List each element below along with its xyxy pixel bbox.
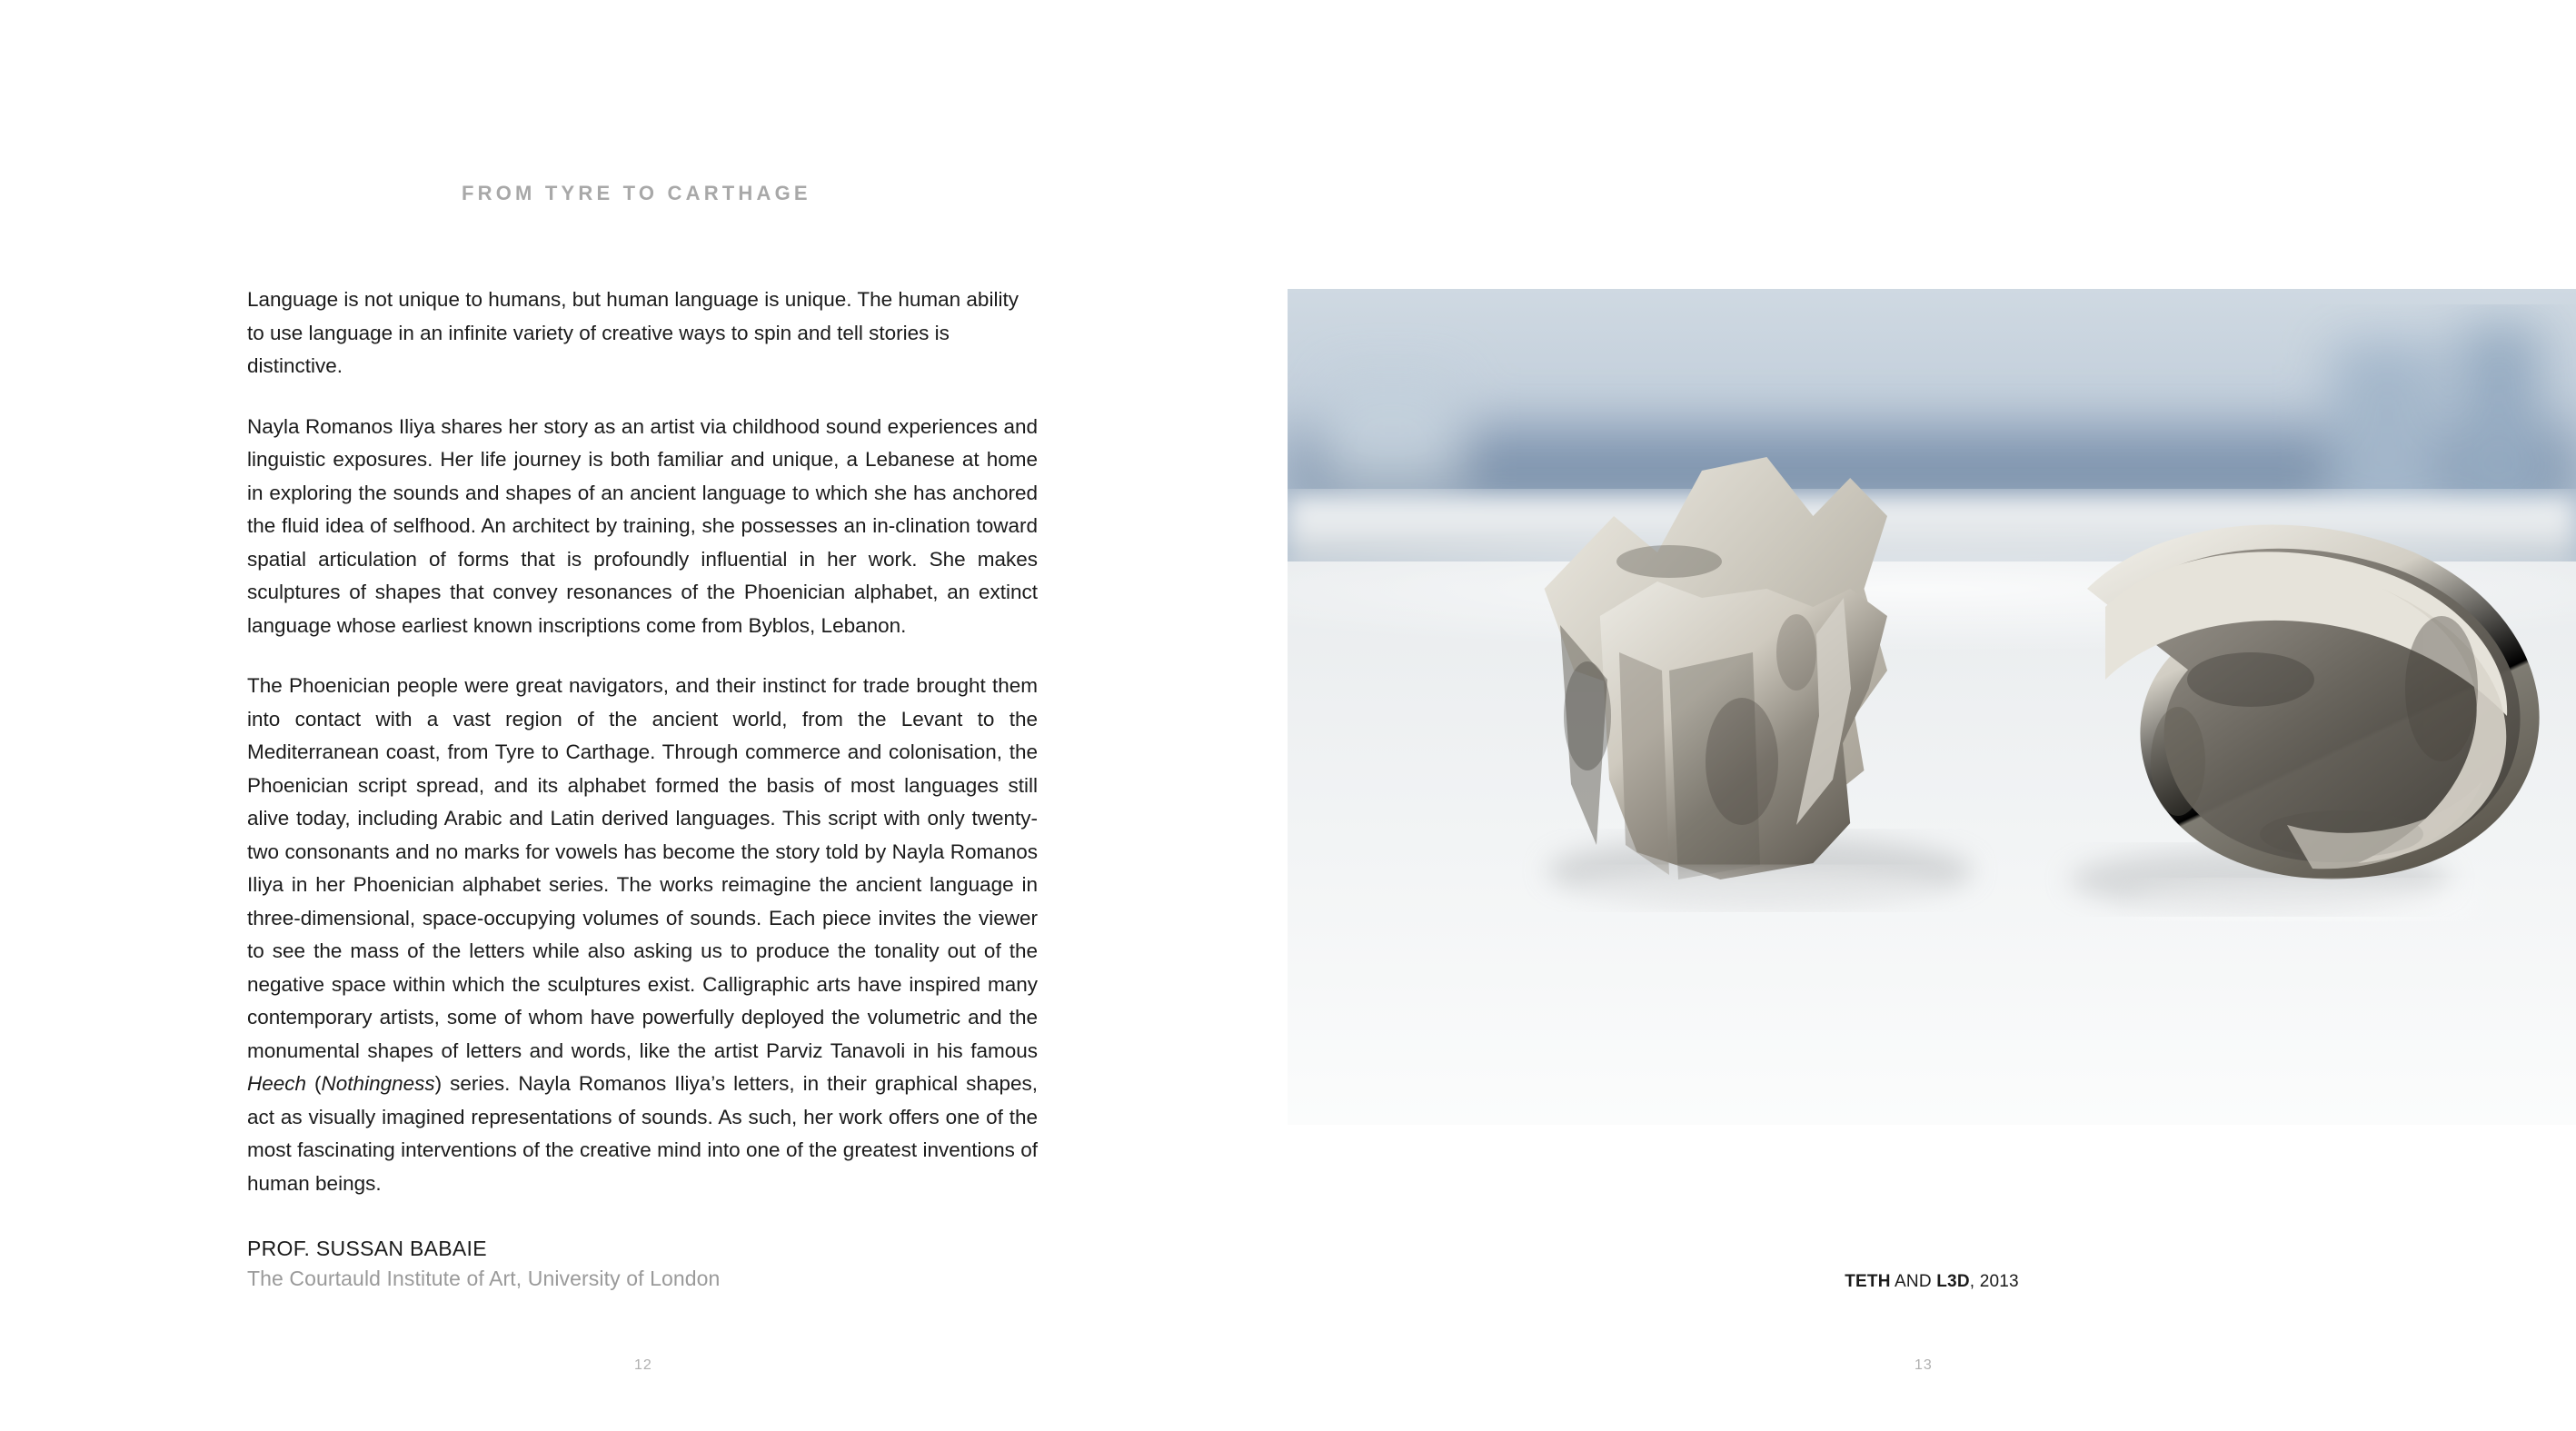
paragraph-3 bbox=[247, 670, 1038, 1200]
paragraph-2: Nayla Romanos Iliya shares her story as an artist via childhood sound experiences and linguistic exposures. Her life journey is both familiar and unique, a Lebanese at home in exploring the sounds and shapes of an ancient language to which she has anchored the fluid idea of selfhood. An architect by training, she possesses an in-clination toward spatial articulation of forms that is profoundly influential in her work. She makes sculptures of shapes that convey resonances of the Phoenician alphabet, an extinct language whose earliest known inscriptions come from Byblos, Lebanon. bbox=[247, 414, 1038, 637]
caption-conjunction: AND bbox=[1890, 1272, 1937, 1291]
title-nothingness: Nothingness bbox=[321, 1072, 435, 1095]
body-text-column bbox=[247, 283, 1038, 1200]
caption-work-two: L3D bbox=[1936, 1272, 1970, 1291]
paragraph-1: Language is not unique to humans, but human language is unique. The human ability to use language in an infinite variety of creative ways to spin and tell stories is distinctive. bbox=[247, 288, 1019, 377]
artwork-photograph bbox=[1288, 289, 2576, 1125]
artwork-caption bbox=[1288, 1272, 2576, 1292]
title-heech: Heech bbox=[247, 1072, 307, 1095]
caption-year: , 2013 bbox=[1969, 1272, 2019, 1291]
paragraph-3-mid: ( bbox=[306, 1072, 322, 1095]
byline-author: PROF. SUSSAN BABAIE bbox=[247, 1237, 487, 1260]
paragraph-3-text-before-italic: The Phoenician people were great navigators, and their instinct for trade brought them into contact with a vast region of the ancient world, from the Levant to the Mediterranean coast, from Tyre to Carthage. Through commerce and colonisation, the Phoenician script spread, and its alphabet formed the basis of most languages still alive today, including Arabic and Latin derived languages. This script with only twenty-two consonants and no marks for vowels has become the story told by Nayla Romanos Iliya in her Phoenician alphabet series. The works reimagine the ancient language in three-dimensional, space-occupying volumes of sounds. Each piece invites the viewer to see the mass of the letters while also asking us to produce the tonality out of the negative space within which the sculptures exist. Calligraphic arts have inspired many contemporary artists, some of whom have powerfully deployed the volumetric and the monumental shapes of letters and words, like the artist Parviz Tanavoli in his famous bbox=[247, 674, 1038, 1062]
caption-work-one: TETH bbox=[1845, 1272, 1891, 1291]
byline-affiliation: The Courtauld Institute of Art, University of London bbox=[247, 1267, 721, 1290]
page-number-left: 12 bbox=[634, 1357, 652, 1373]
byline bbox=[247, 1234, 1065, 1294]
section-title: FROM TYRE TO CARTHAGE bbox=[462, 182, 811, 204]
paragraph-3-text-after-italic: ) series. Nayla Romanos Iliya’s letters, in their graphical shapes, act as visually imagined representations of sounds. As such, her work offers one of the most fascinating interventions of the creative mind into one of the greatest inventions of human beings. bbox=[247, 1072, 1038, 1195]
page-number-right: 13 bbox=[1915, 1357, 1933, 1373]
